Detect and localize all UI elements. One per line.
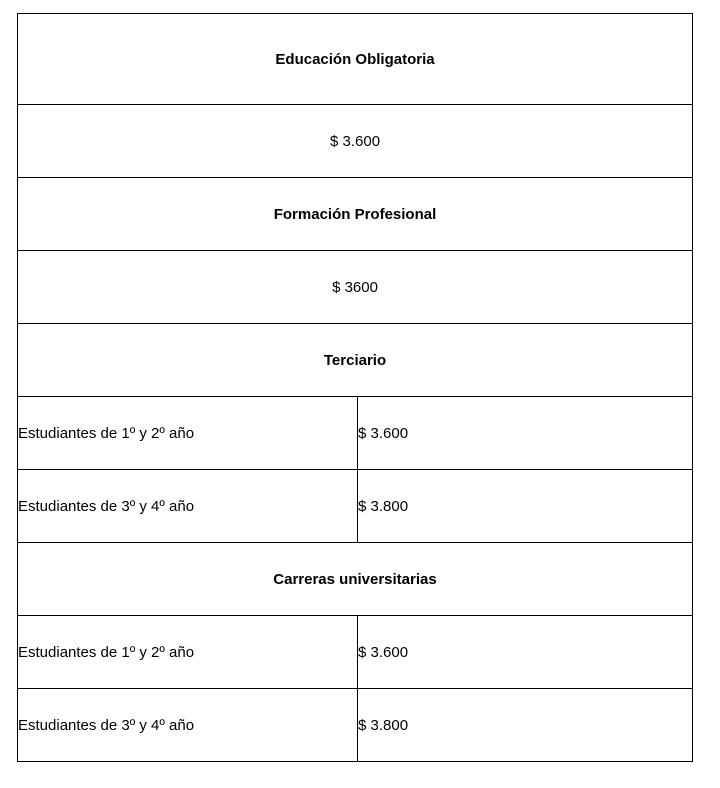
amount-obligatoria: $ 3.600 [18,105,693,178]
section-title-formacion: Formación Profesional [18,178,693,251]
table-row [18,689,693,762]
section-title-obligatoria: Educación Obligatoria [18,14,693,105]
section-header-row [18,543,693,616]
row-label: Estudiantes de 3º y 4º año [18,470,358,543]
section-header-row [18,324,693,397]
section-amount-row [18,105,693,178]
section-title-universitarias: Carreras universitarias [18,543,693,616]
table-row [18,616,693,689]
row-label: Estudiantes de 1º y 2º año [18,397,358,470]
section-header-row [18,14,693,105]
row-label: Estudiantes de 3º y 4º año [18,689,358,762]
section-header-row [18,178,693,251]
row-amount: $ 3.600 [358,397,693,470]
table-row [18,470,693,543]
scholarship-amounts-table [17,13,693,762]
row-amount: $ 3.800 [358,470,693,543]
row-amount: $ 3.600 [358,616,693,689]
row-amount: $ 3.800 [358,689,693,762]
table-row [18,397,693,470]
row-label: Estudiantes de 1º y 2º año [18,616,358,689]
section-amount-row [18,251,693,324]
amount-formacion: $ 3600 [18,251,693,324]
section-title-terciario: Terciario [18,324,693,397]
